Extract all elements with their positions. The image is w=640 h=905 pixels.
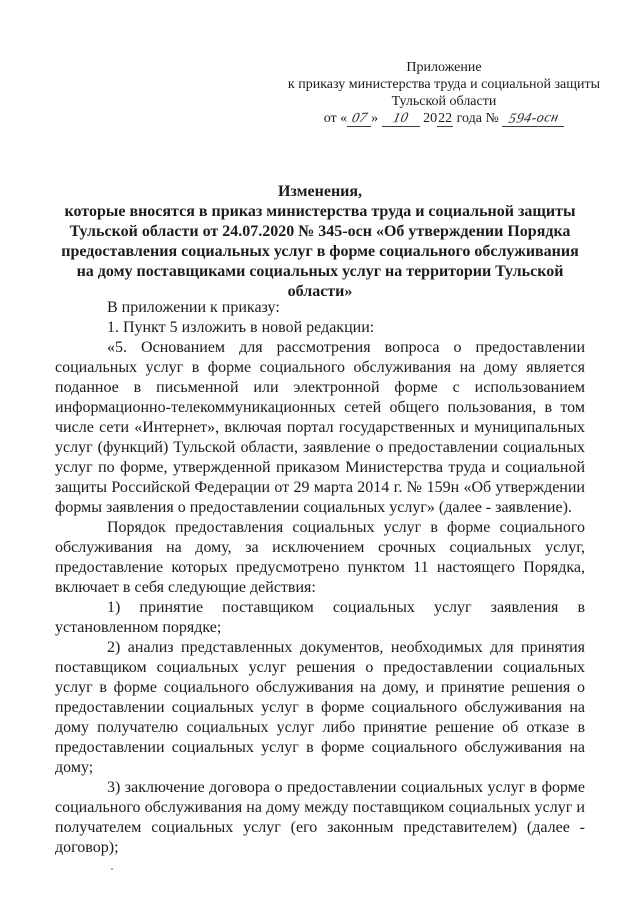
- document-title: [55, 182, 585, 302]
- date-day-blank: [347, 112, 371, 127]
- paragraph-action-1: 1) принятие поставщиком социальных услуг заявления в установленном порядке;: [55, 599, 585, 636]
- region-name: Тульской области: [391, 94, 497, 109]
- paragraph-intro: В приложении к приказу:: [107, 299, 280, 316]
- paragraph-item-1: 1. Пункт 5 изложить в новой редакции:: [107, 319, 375, 336]
- date-month-blank: [382, 112, 420, 127]
- appendix-header: [268, 59, 620, 127]
- date-year-written: 22: [438, 111, 453, 126]
- paragraph-action-2: 2) анализ представленных документов, необходимых для принятия поставщиком социальных услуг решения о предоставлении социальных услуг в форме социального обслуживания на дому, и принятие решения о предоставлении социальных услуг в форме социального обслуживания на дому получателю социальных услуг либо принятие решение об отказе в предоставлении социальных услуг в форме социального обслуживания на дому;: [55, 639, 585, 776]
- order-number-blank: [502, 112, 564, 127]
- date-close-quote: »: [371, 111, 379, 126]
- date-line: [268, 110, 620, 127]
- date-month-handwritten: 10: [391, 110, 410, 127]
- paragraph-point-5: «5. Основанием для рассмотрения вопроса о предоставлении социальных услуг в форме социального обслуживания на дому является поданное в письменной или электронной форме с использованием информационно-телекоммуникационных сетей общего пользования, в том числе сети «Интернет», включая портал государственных и муниципальных услуг (функций) Тульской области, заявление о предоставлении социальных услуг по форме, утвержденной приказом Министерства труда и социальной защиты Российской Федерации от 29 марта 2014 г. № 159н «Об утверждении формы заявления о предоставлении социальных услуг» (далее - заявление).: [55, 339, 585, 516]
- document-title-line1: Изменения,: [277, 183, 363, 200]
- order-reference-line: к приказу министерства труда и социальной защиты: [287, 77, 601, 92]
- paragraph-order-procedure: Порядок предоставления социальных услуг в форме социального обслуживания на дому, за исключением срочных социальных услуг, предоставление которых предусмотрено пунктом 11 настоящего Порядка, включает в себя следующие действия:: [55, 519, 585, 596]
- document-body: [55, 298, 585, 858]
- date-day-handwritten: 07: [350, 110, 369, 127]
- appendix-label: Приложение: [406, 60, 482, 75]
- scan-artifact-dot: [111, 868, 113, 870]
- date-middle-text: года №: [453, 111, 503, 126]
- date-prefix: от «: [323, 111, 348, 126]
- order-number-handwritten: 594-осн: [506, 110, 560, 127]
- date-year-printed: 20: [423, 111, 438, 126]
- document-title-rest: которые вносятся в приказ министерства труда и социальной защиты Тульской области от 24.07.2020 № 345-осн «Об утверждении Порядка предоставления социальных услуг в форме социального обслуживания на дому поставщиками социальных услуг на территории Тульской области»: [61, 203, 579, 300]
- paragraph-action-3: 3) заключение договора о предоставлении социальных услуг в форме социального обслуживания на дому между поставщиком социальных услуг и получателем социальных услуг (его законным представителем) (далее - договор);: [55, 779, 585, 856]
